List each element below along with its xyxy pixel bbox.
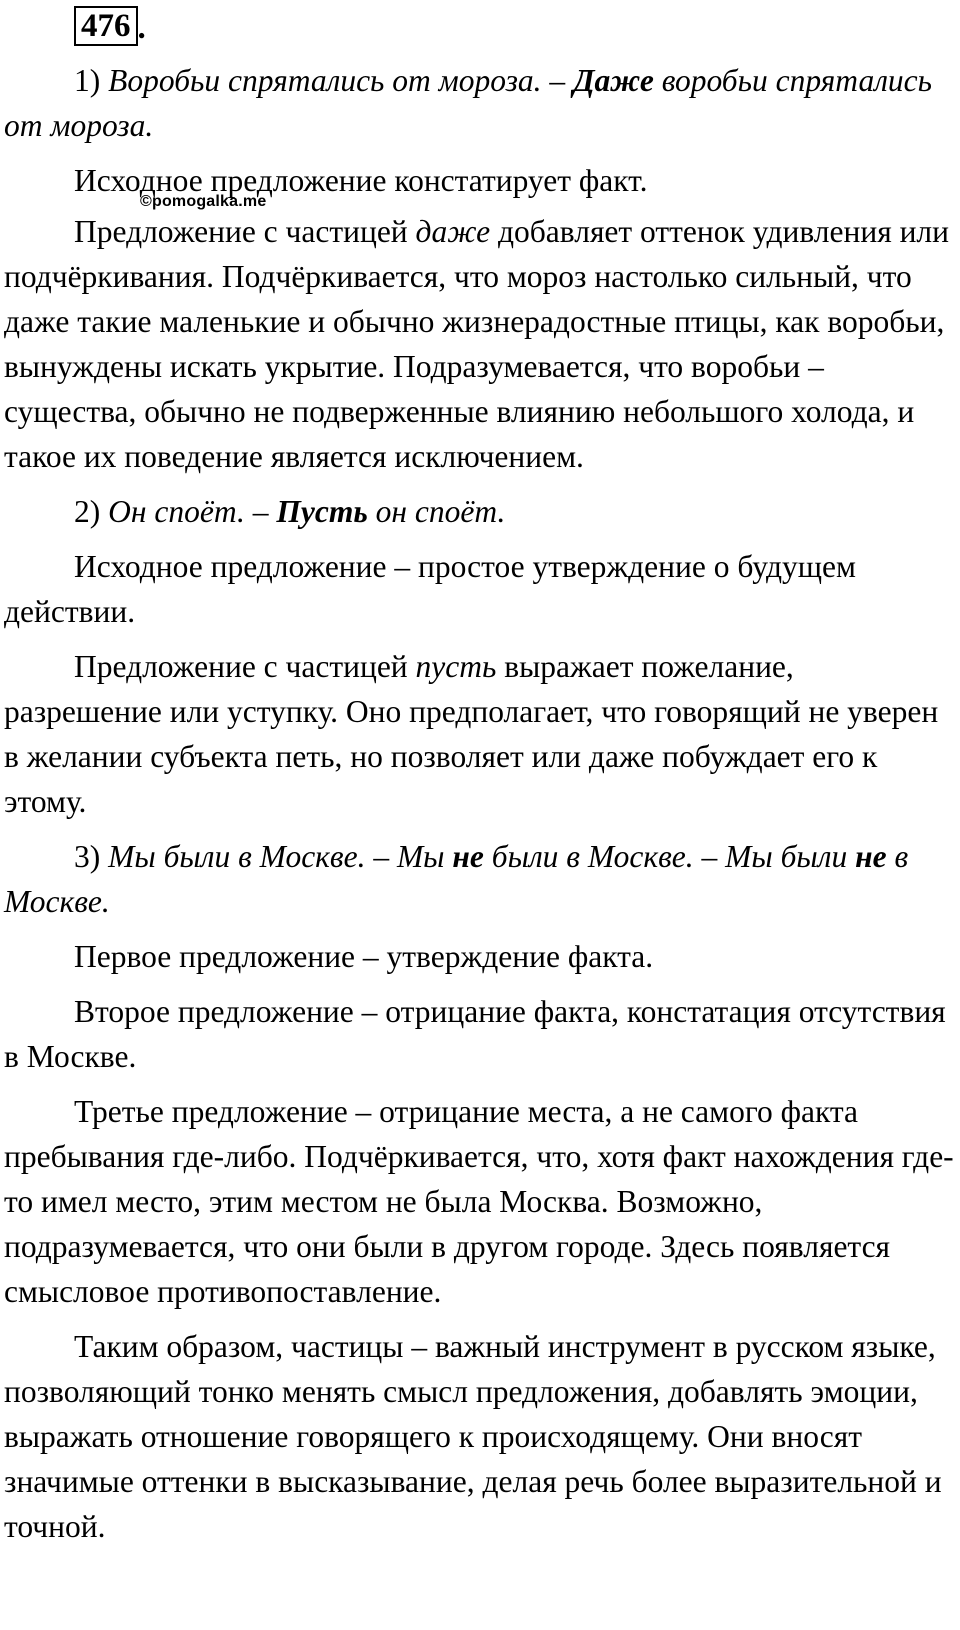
example-3-explanation-2: Второе предложение – отрицание факта, констатация отсутствия в Москве.: [4, 994, 946, 1074]
example-2-explanation-2-b: выражает пожелание, разрешение или уступку. Оно предполагает, что говорящий не уверен в желании субъекта петь, но позволяет или даже побуждает его к этому.: [4, 649, 939, 819]
example-3: [4, 834, 958, 924]
example-3-number: 3): [74, 839, 109, 874]
example-3-part-a: Мы были в Москве. – Мы: [108, 839, 453, 874]
task-header: [74, 6, 146, 46]
example-1-particle: Даже: [573, 63, 654, 98]
example-1: [4, 58, 958, 148]
example-2-number: 2): [74, 494, 109, 529]
example-3-particle-2: не: [855, 839, 887, 874]
answer-text: [4, 58, 958, 1549]
example-2-part-b: он споёт.: [367, 494, 506, 529]
example-1-explanation-2: [4, 209, 958, 479]
example-1-number: 1): [74, 63, 109, 98]
example-2-explanation-2-a: Предложение с частицей: [74, 649, 416, 684]
task-number-box: 476: [74, 6, 138, 46]
example-1-explanation-2-particle: даже: [415, 214, 491, 249]
example-2-explanation-1: Исходное предложение – простое утверждение о будущем действии.: [4, 549, 856, 629]
example-2-particle: Пусть: [276, 494, 368, 529]
example-2-part-a: Он споёт. –: [108, 494, 277, 529]
task-number-dot: .: [137, 10, 146, 46]
example-1-part-a: Воробьи спрятались от мороза. –: [108, 63, 573, 98]
example-3-part-b: были в Москве. – Мы были: [483, 839, 856, 874]
example-2-explanation-2-particle: пусть: [415, 649, 497, 684]
conclusion: Таким образом, частицы – важный инструмент в русском языке, позволяющий тонко менять смысл предложения, добавлять эмоции, выражать отношение говорящего к происходящему. Они вносят значимые оттенки в высказывание, делая речь более выразительной и точной.: [4, 1329, 942, 1544]
example-1-part-b: воробьи спрятались от мороза.: [4, 63, 932, 143]
example-2: [4, 489, 958, 534]
example-3-part-c: в Москве.: [4, 839, 909, 919]
example-1-explanation-2-a: Предложение с частицей: [74, 214, 416, 249]
example-1-explanation-1: Исходное предложение констатирует факт.: [74, 163, 648, 198]
example-3-particle-1: не: [452, 839, 484, 874]
watermark: ©pomogalka.me: [140, 193, 267, 210]
example-2-explanation-2: [4, 644, 958, 824]
example-3-explanation-3: Третье предложение – отрицание места, а не самого факта пребывания где-либо. Подчёркивается, что, хотя факт нахождения где-то имел место, этим местом не была Москва. Возможно, подразумевается, что они были в другом городе. Здесь появляется смысловое противопоставление.: [4, 1094, 954, 1309]
example-1-explanation-2-b: добавляет оттенок удивления или подчёркивания. Подчёркивается, что мороз настолько сильный, что даже такие маленькие и обычно жизнерадостные птицы, как воробьи, вынуждены искать укрытие. Подразумевается, что воробьи – существа, обычно не подверженные влиянию небольшого холода, и такое их поведение является исключением.: [4, 214, 950, 474]
example-3-explanation-1: Первое предложение – утверждение факта.: [74, 939, 654, 974]
